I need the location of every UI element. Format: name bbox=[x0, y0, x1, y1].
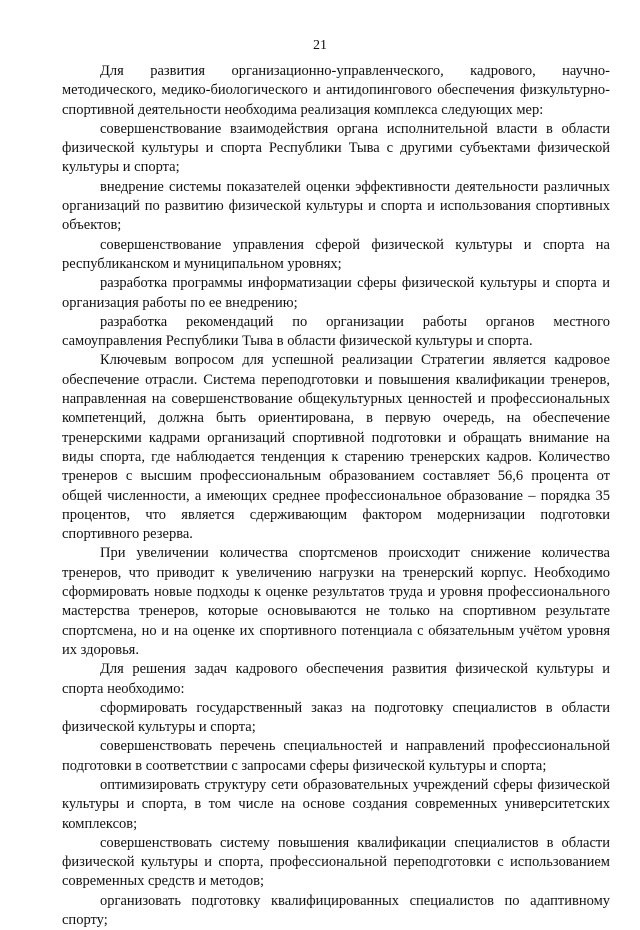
paragraph-item-management: совершенствование управления сферой физической культуры и спорта на республиканском и муниципальном уровнях; bbox=[62, 236, 610, 272]
paragraph-measures-intro: Для развития организационно-управленческого, кадрового, научно-методического, медико-биологического и антидопингового обеспечения физкультурно-спортивной деятельности необходима реализация комплекса следующих мер: bbox=[62, 63, 610, 118]
paragraph-staffing-key-issue: Ключевым вопросом для успешной реализации Стратегии является кадровое обеспечение отрасли. Система переподготовки и повышения квалификации тренеров, направленная на совершенствование общекультурных ценностей и профессиональных компетенций, должна быть ориентирована, в первую очередь, на обеспечение тренерскими кадрами организаций спортивной подготовки и обращать внимание на виды спорта, где наблюдается тенденция к старению тренерских кадров. Количество тренеров с высшим профессиональным образованием составляет 56,6 процента от общей численности, а имеющих среднее профессиональное образование – порядка 35 процентов, что является сдерживающим фактором модернизации подготовки спортивного резерва. bbox=[62, 352, 610, 543]
paragraph-item-informatization: разработка программы информатизации сферы физической культуры и спорта и организация работы по ее внедрению; bbox=[62, 275, 610, 311]
paragraph-staffing-tasks-intro: Для решения задач кадрового обеспечения развития физической культуры и спорта необходимо: bbox=[62, 661, 610, 697]
paragraph-item-indicators: внедрение системы показателей оценки эффективности деятельности различных организаций по развитию физической культуры и спорта и использования спортивных объектов; bbox=[62, 178, 610, 234]
paragraph-item-qualification: совершенствовать систему повышения квалификации специалистов в области физической культуры и спорта, профессиональной переподготовки с использованием современных средств и методов; bbox=[62, 834, 610, 890]
paragraph-item-interaction: совершенствование взаимодействия органа исполнительной власти в области физической культуры и спорта Республики Тыва с другими субъектами физической культуры и спорта; bbox=[62, 120, 610, 176]
document-body bbox=[62, 62, 610, 930]
paragraph-item-specialties: совершенствовать перечень специальностей и направлений профессиональной подготовки в соответствии с запросами сферы физической культуры и спорта; bbox=[62, 738, 610, 774]
paragraph-item-recommendations: разработка рекомендаций по организации работы органов местного самоуправления Республики Тыва в области физической культуры и спорта. bbox=[62, 313, 610, 350]
paragraph-item-network: оптимизировать структуру сети образовательных учреждений сферы физической культуры и спорта, в том числе на основе создания современных университетских комплексов; bbox=[62, 776, 610, 832]
paragraph-athletes-increase: При увеличении количества спортсменов происходит снижение количества тренеров, что приводит к увеличению нагрузки на тренерский корпус. Необходимо сформировать новые подходы к оценке результатов труда и уровня профессионального мастерства тренеров, которые основываются не только на спортивном результате спортсмена, но и на оценке их спортивного потенциала с обязательным учётом уровня их здоровья. bbox=[62, 545, 610, 658]
page-number: 21 bbox=[313, 38, 327, 53]
paragraph-item-state-order: сформировать государственный заказ на подготовку специалистов в области физической культуры и спорта; bbox=[62, 699, 610, 736]
paragraph-item-adaptive-sport: организовать подготовку квалифицированных специалистов по адаптивному спорту; bbox=[62, 892, 610, 929]
